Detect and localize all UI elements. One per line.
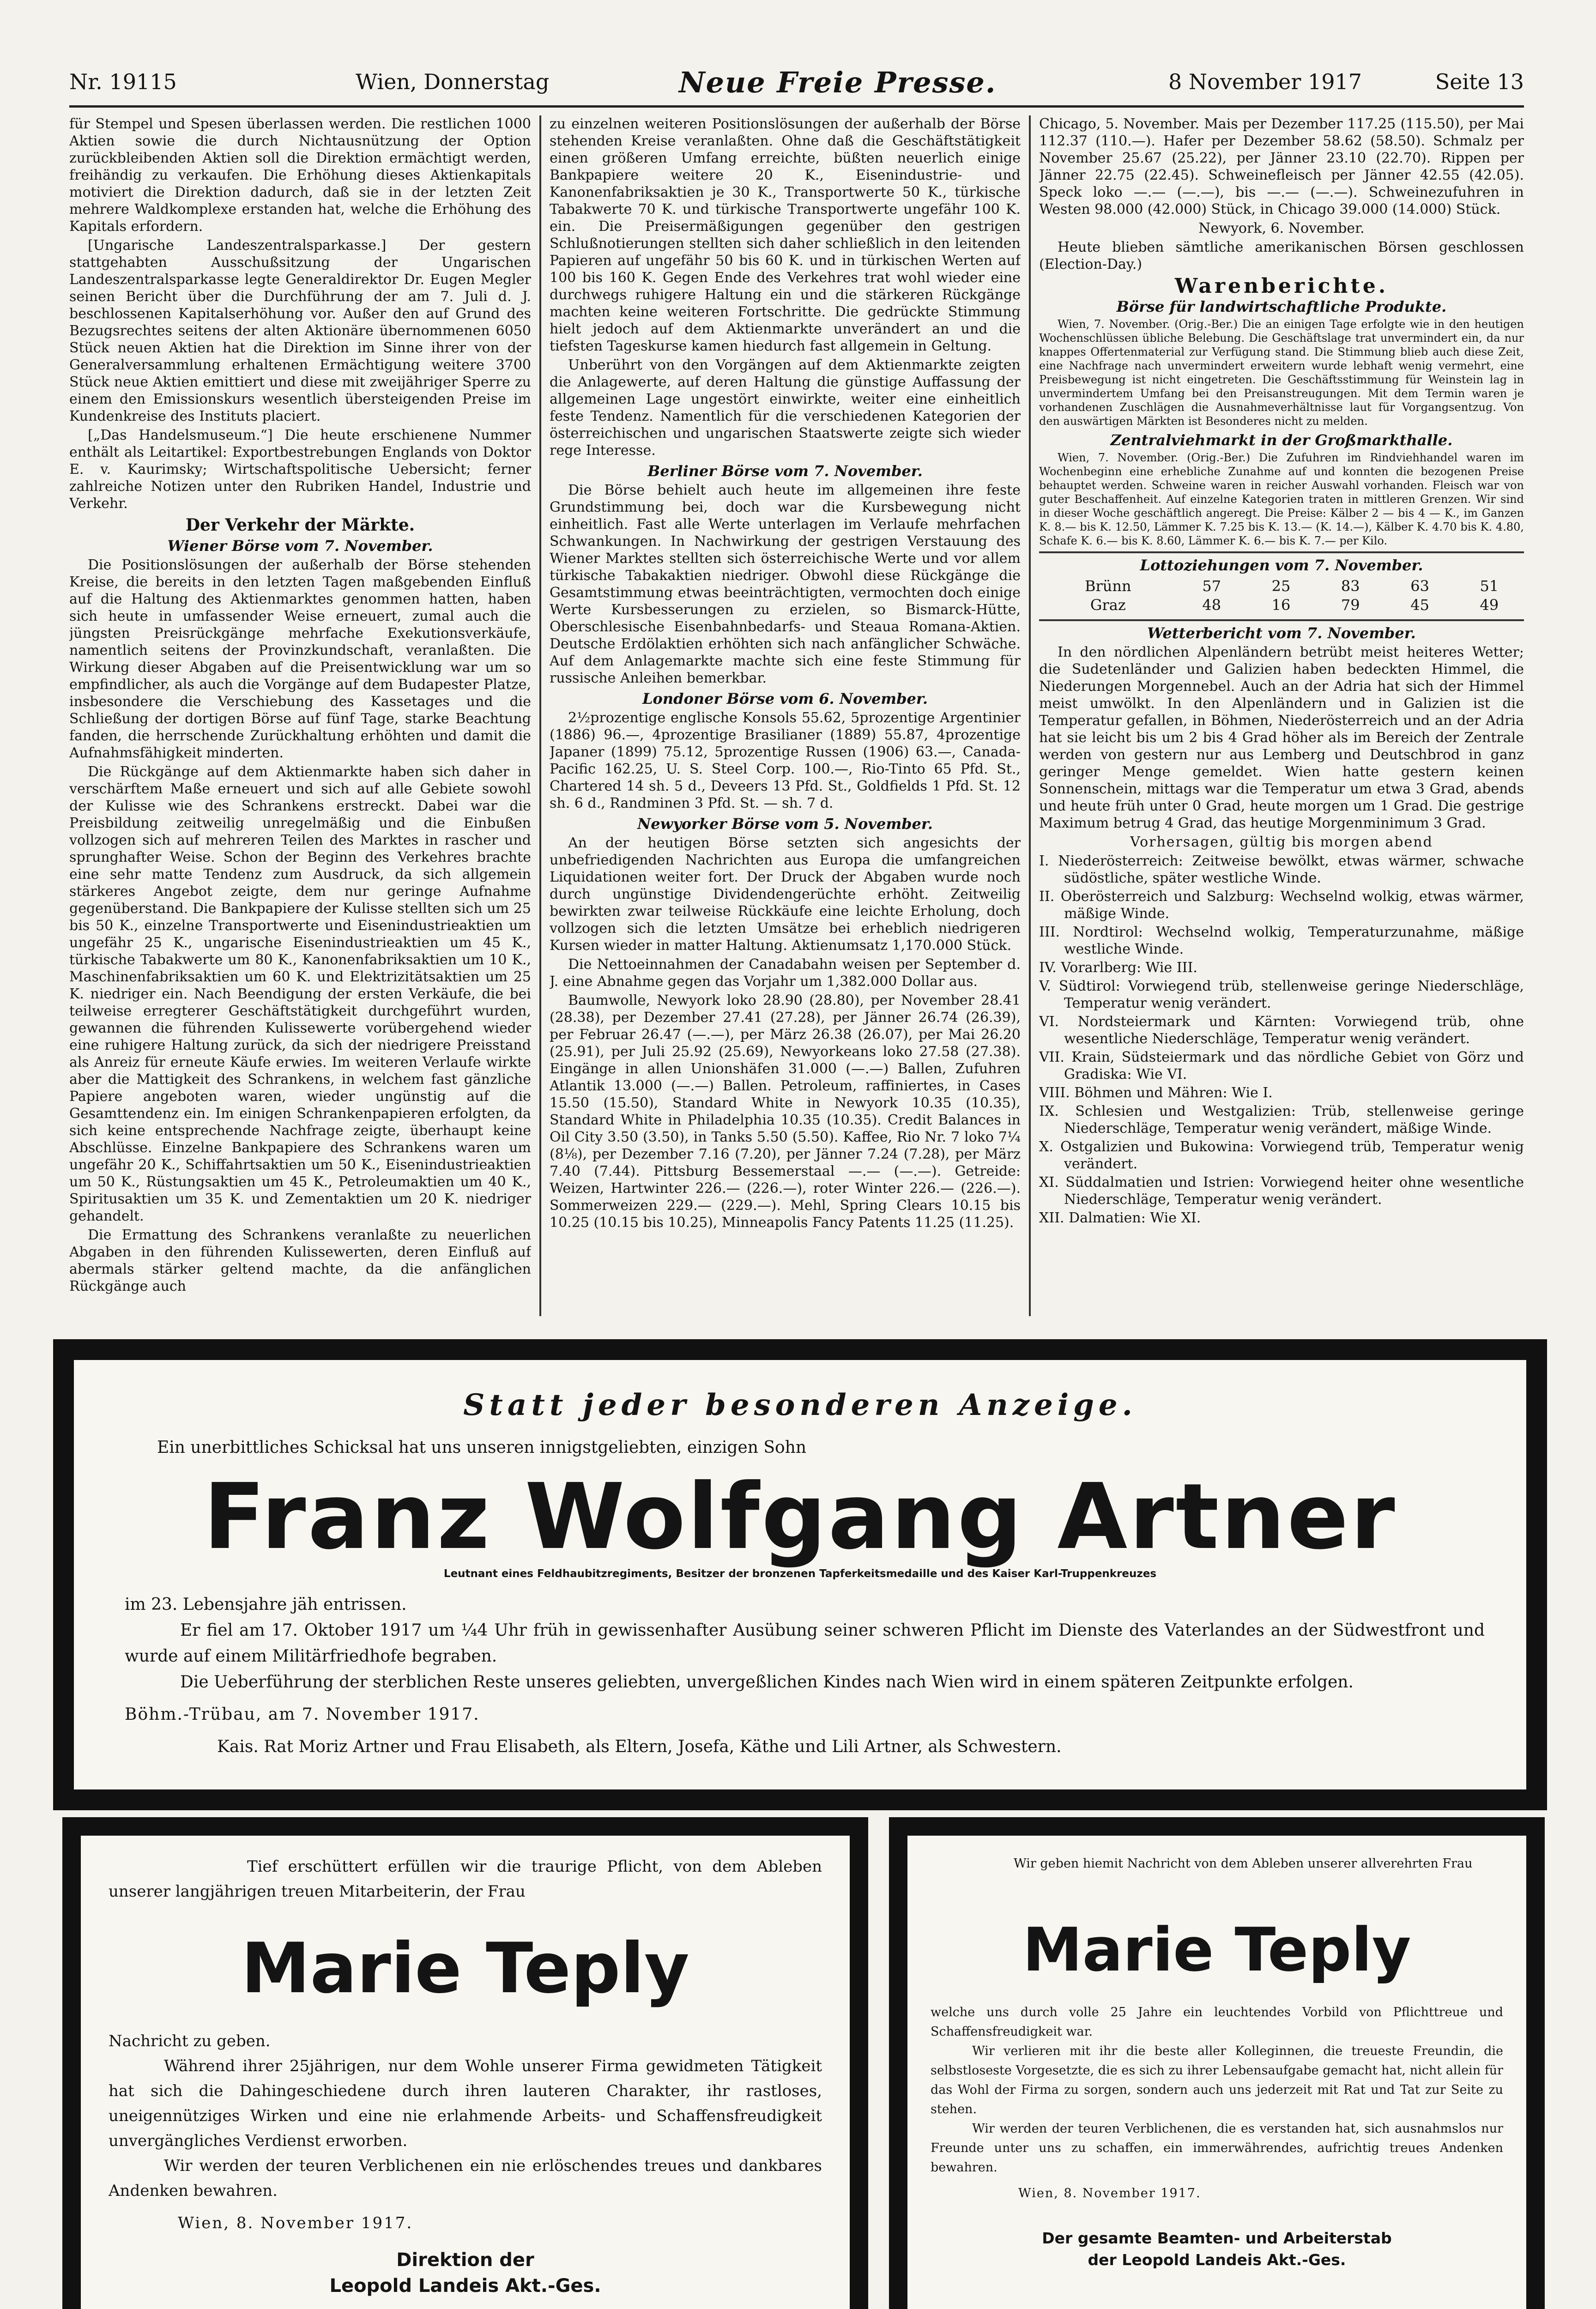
masthead-rule (69, 105, 1524, 108)
section-heading: Der Verkehr der Märkte. (185, 515, 415, 535)
section-heading: Warenberichte. (1174, 274, 1389, 298)
list-item: VI. Nordsteiermark und Kärnten: Vorwiegend trüb, ohne wesentliche Niederschläge, Temperatur wenig verändert. (1039, 1014, 1524, 1047)
obituary-line: Wir werden der teuren Verblichenen ein nie erlöschendes treues und dankbares Andenken bewahren. (109, 2157, 822, 2200)
list-item: II. Oberösterreich und Salzburg: Wechselnd wolkig, etwas wärmer, mäßige Winde. (1039, 889, 1524, 922)
list-item: X. Ostgalizien und Bukowina: Vorwiegend trüb, Temperatur wenig verändert. (1039, 1139, 1524, 1172)
obituary-signers: Kais. Rat Moriz Artner und Frau Elisabeth, als Eltern, Josefa, Käthe und Lili Artner, als Schwestern. (217, 1737, 1062, 1756)
subsection-heading: Lottoziehungen vom 7. November. (1140, 556, 1423, 574)
obituary-teply-staff (889, 1817, 1545, 2309)
paragraph: Wien, 7. November. (Orig.-Ber.) Die an einigen Tage erfolgte wie in den heutigen Wochenschlüssen übliche Belebung. Die Geschäftslage trat unvermindert ein, da nur knappes Offertenmaterial zur Verfügung stand. Die Stimmung blieb auch diese Zeit, eine Nachfrage nach unvermindert erweitern wurde lebhaft wenig vermehrt, eine Preisbewegung ist nicht eingetreten. Die Geschäftsstimmung für Weinstein lag in unvermindertem Umfang bei den Preisanstreugungen. Mit dem Termin waren je vorhandenen Zuschlägen die Ausnahmeverhältnisse laut für Vorgangsentzug. Von den auswärtigen Märkten ist Besonderes nicht zu melden. (1039, 318, 1524, 428)
column-3 (1039, 115, 1524, 1302)
paragraph: für Stempel und Spesen überlassen werden. Die restlichen 1000 Aktien sowie die durch Nichtausnützung der Option zurückbleibenden Aktien soll die Direktion ermächtigt werden, freihändig zu verkaufen. Die Erhöhung dieses Aktienkapitals motiviert die Direktion dadurch, daß sie in der letzten Zeit mehrere Waldkomplexe erstanden hat, welche die Erhöhung des Kapitals erfordern. (69, 116, 531, 235)
page-number: Seite 13 (1435, 69, 1524, 94)
lotto-number: 57 (1202, 577, 1221, 595)
divider (1039, 619, 1524, 621)
obituary-line: Die Ueberführung der sterblichen Reste unseres geliebten, unvergeßlichen Kindes nach Wien wird in einem späteren Zeitpunkte erfolgen. (180, 1673, 1354, 1692)
obituary-body (125, 1592, 1485, 1760)
issue-number: Nr. 19115 (69, 69, 177, 94)
forecast-heading: Vorhersagen, gültig bis morgen abend (1130, 834, 1433, 850)
deceased-name: Marie Teply (241, 1928, 689, 2009)
paragraph: Unberührt von den Vorgängen auf dem Aktienmarkte zeigten die Anlagewerte, auf deren Haltung die günstige Auffassung der allgemeinen Lage ungestört einwirkte, weiter eine einheitlich feste Tendenz. Namentlich für die verschiedenen Kategorien der österreichischen und ungarischen Staatswerte zeigte sich wieder rege Interesse. (550, 357, 1021, 459)
obituary-signature: Der gesamte Beamten- und Arbeiterstab (1042, 2229, 1392, 2247)
list-item: IV. Vorarlberg: Wie III. (1039, 960, 1197, 976)
obituary-line: im 23. Lebensjahre jäh entrissen. (125, 1595, 407, 1614)
obituary-body (931, 2003, 1503, 2203)
list-item: V. Südtirol: Vorwiegend trüb, stellenweise geringe Niederschläge, Temperatur wenig verändert. (1039, 978, 1524, 1011)
obituary-intro: Tief erschüttert erfüllen wir die traurige Pflicht, von dem Ableben unserer langjährigen treuen Mitarbeiterin, der Frau (109, 1857, 822, 1901)
column-divider (1029, 115, 1031, 1316)
list-item: III. Nordtirol: Wechselnd wolkig, Temperaturzunahme, mäßige westliche Winde. (1039, 924, 1524, 957)
deceased-name: Marie Teply (1022, 1915, 1411, 1985)
paragraph: An der heutigen Börse setzten sich angesichts der unbefriedigenden Nachrichten aus Europa die umfangreichen Liquidationen weiter fort. Der Druck der Abgaben wurde noch durch ungünstige Dividendengerüchte erhöht. Zeitweilig bewirkten zwar teilweise Rückkäufe eine leichte Erholung, doch vollzogen sich die letzten Umsätze bei erheblich niedrigeren Kursen wieder in matter Haltung. Aktienumsatz 1,170.000 Stück. (550, 835, 1021, 954)
obituary-line: Nachricht zu geben. (109, 2032, 271, 2050)
obituary-intro: Wir geben hiemit Nachricht von dem Ableben unserer allverehrten Frau (1014, 1856, 1473, 1871)
subsection-heading: Londoner Börse vom 6. November. (642, 690, 928, 707)
lotto-number: 83 (1341, 577, 1360, 595)
subsection-heading: Wiener Börse vom 7. November. (167, 537, 433, 555)
paragraph: zu einzelnen weiteren Positionslösungen der außerhalb der Börse stehenden Kreise veranlaßten. Ohne daß die Geschäftstätigkeit einen größeren Umfang erreichte, büßten neuerlich einige Bankpapiere weitere 20 K., Eisenindustrie- und Kanonenfabriksaktien je 30 K., Transportwerte 50 K., türkische Tabakwerte 70 K. und türkische Transportwerte ungefähr 100 K. ein. Die Preisermäßigungen gegenüber den gestrigen Schlußnotierungen stellten sich daher schließlich in den leitenden Papieren auf ungefähr 50 bis 60 K. und in türkischen Werten auf 100 bis 160 K. Gegen Ende des Verkehres trat wohl wieder eine durchwegs ruhigere Haltung ein und die stärkeren Rückgänge machten keine weiteren Fortschritte. Die gedrückte Stimmung hielt jedoch auf dem Aktienmarkte unverändert an und die tiefsten Tageskurse kamen hiedurch fast allgemein in Geltung. (550, 116, 1021, 354)
obituary-line: Er fiel am 17. Oktober 1917 um ¼4 Uhr früh in gewissenhafter Ausübung seiner schweren Pflicht im Dienste des Vaterlandes an der Südwestfront und wurde auf einem Militärfriedhofe begraben. (125, 1621, 1485, 1666)
list-item: I. Niederösterreich: Zeitweise bewölkt, etwas wärmer, schwache südöstliche, später westliche Winde. (1039, 853, 1524, 886)
obituary-line: Während ihrer 25jährigen, nur dem Wohle unserer Firma gewidmeten Tätigkeit hat sich die Dahingeschiedene durch ihren lauteren Charakter, ihr rastloses, uneigennütziges Wirken und eine nie erlahmende Arbeits- und Schaffensfreudigkeit unvergängliches Verdienst erworben. (109, 2057, 822, 2150)
obituary-signature: der Leopold Landeis Akt.-Ges. (1088, 2251, 1346, 2269)
list-item: XII. Dalmatien: Wie XI. (1039, 1210, 1201, 1226)
obituary-line: Wir verlieren mit ihr die beste aller Kolleginnen, die treueste Freundin, die selbstloseste Vorgesetzte, die es sich zu ihrer Lebensaufgabe gemacht hat, nicht allein für das Wohl der Firma zu sorgen, sondern auch uns jederzeit mit Rat und Tat zur Seite zu stehen. (931, 2044, 1503, 2116)
subsection-heading: Börse für landwirtschaftliche Produkte. (1116, 298, 1447, 315)
list-item: IX. Schlesien und Westgalizien: Trüb, stellenweise geringe Niederschläge, Temperatur wenig verändert, mäßige Winde. (1039, 1103, 1524, 1136)
list-item: VII. Krain, Südsteiermark und das nördliche Gebiet von Görz und Gradiska: Wie VI. (1039, 1049, 1524, 1082)
obituary-inner (81, 1836, 850, 2309)
lotto-number: 63 (1410, 577, 1429, 595)
subsection-heading: Zentralviehmarkt in der Großmarkthalle. (1110, 431, 1453, 449)
newspaper-title: Neue Freie Presse. (679, 66, 997, 99)
lotto-number: 48 (1202, 596, 1221, 614)
lotto-city: Brünn (1084, 577, 1131, 595)
obituary-inner (74, 1360, 1526, 1789)
table-row (1039, 577, 1524, 596)
obituary-place-date: Böhm.-Trübau, am 7. November 1917. (125, 1705, 480, 1724)
place-day: Wien, Donnerstag (356, 69, 550, 94)
column-1 (69, 115, 531, 1316)
subsection-heading: Newyorker Börse vom 5. November. (637, 815, 933, 833)
paragraph: Die Nettoeinnahmen der Canadabahn weisen per September d. J. eine Abnahme gegen das Vorjahr um 1,382.000 Dollar aus. (550, 956, 1021, 990)
deceased-name: Franz Wolfgang Artner (203, 1464, 1397, 1570)
lotto-city: Graz (1090, 596, 1126, 614)
masthead (69, 66, 1524, 102)
paragraph: [Ungarische Landeszentralsparkasse.] Der gestern stattgehabten Ausschußsitzung der Ungarischen Landeszentralsparkasse legte Generaldirektor Dr. Eugen Megler seinen Bericht über die Durchführung der am 7. Juli d. J. beschlossenen Kapitalserhöhung vor. Außer den auf Grund des Bezugsrechtes seitens der alten Aktionäre übernommenen 6050 Stück neuen Aktien hat die Direktion im Sinne ihrer von der Generalversammlung erhaltenen Ermächtigung weitere 3700 Stück neue Aktien emittiert und diese mit zweijähriger Sperre zu einem den Emissionskurs wesentlich übersteigenden Preise im Kundenkreise des Instituts placiert. (69, 237, 531, 424)
list-item: VIII. Böhmen und Mähren: Wie I. (1039, 1085, 1273, 1101)
obituary-body (109, 2029, 822, 2236)
obituary-signature: Leopold Landeis Akt.-Ges. (329, 2275, 601, 2297)
obituary-intro: Ein unerbittliches Schicksal hat uns unseren innigstgeliebten, einzigen Sohn (157, 1438, 807, 1457)
deceased-rank: Leutnant eines Feldhaubitzregiments, Besitzer der bronzenen Tapferkeitsmedaille und des Kaiser Karl-Truppenkreuzes (443, 1568, 1157, 1580)
column-divider (539, 115, 541, 1316)
paragraph: Die Positionslösungen der außerhalb der Börse stehenden Kreise, die bereits in den letzten Tagen maßgebenden Einfluß auf die Haltung des Aktienmarktes genommen hatten, haben sich heute in umfassender Weise erneuert, zumal auch die jüngsten Preisrückgänge mehrfache Exekutionsverkäufe, namentlich seitens der Provinzkundschaft, veranlaßten. Die Wirkung dieser Abgaben auf die Preisentwicklung war um so empfindlicher, als auch die Vorgänge auf dem Budapester Platze, insbesondere die Verschiebung des Kassetages und die Schließung der dortigen Börse auf fünf Tage, starke Beachtung fanden, die herrschende Zurückhaltung erhöhten und damit die Aufnahmsfähigkeit minderten. (69, 557, 531, 761)
divider (1039, 551, 1524, 553)
obituary-inner (907, 1836, 1526, 2309)
lotto-number: 49 (1480, 596, 1499, 614)
column-2 (550, 115, 1021, 1247)
table-row (1039, 596, 1524, 615)
obituary-teply-direktion (62, 1817, 868, 2309)
subsection-heading: Wetterbericht vom 7. November. (1147, 624, 1416, 642)
paragraph: Chicago, 5. November. Mais per Dezember 117.25 (115.50), per Mai 112.37 (110.—). Hafer per Dezember 58.62 (58.50). Schmalz per November 25.67 (25.22), per Jänner 23.10 (22.70). Rippen per Jänner 22.75 (22.45). Schweinefleisch per Jänner 42.55 (42.05). Speck loko —.— (—.—), bis —.— (—.—). Schweinezufuhren in Westen 98.000 (42.000) Stück, in Chicago 39.000 (14.000) Stück. (1039, 116, 1524, 218)
obituary-line: Wir werden der teuren Verblichenen, die es verstanden hat, sich ausnahmslos nur Freunde unter uns zu schaffen, ein immerwährendes, aufrichtig treues Andenken bewahren. (931, 2122, 1503, 2175)
lotto-number: 25 (1271, 577, 1291, 595)
paragraph: Heute blieben sämtliche amerikanischen Börsen geschlossen (Election-Day.) (1039, 239, 1524, 272)
paragraph: In den nördlichen Alpenländern betrübt meist heiteres Wetter; die Sudetenländer und Galizien haben bedeckten Himmel, die Niederungen Morgennebel. Auch an der Adria hat sich der Himmel meist umwölkt. In den Alpenländern und in Galizien ist die Temperatur gefallen, in Böhmen, Niederösterreich und an der Adria hat sie leicht bis um 2 bis 4 Grad höher als im Bereich der Zentrale werden von gestern nur aus Lemberg und Deutschbrod in ganz geringer Menge gemeldet. Wien hatte gestern keinen Sonnenschein, mittags war die Temperatur um etwa 3 Grad, abends und heute früh unter 0 Grad, heute morgen um 1 Grad. Die gestrige Maximum betrug 4 Grad, das heutige Morgenminimum 3 Grad. (1039, 644, 1524, 831)
lotto-table (1039, 577, 1524, 615)
dateline: Newyork, 6. November. (1198, 220, 1365, 236)
obituary-date: Wien, 8. November 1917. (1018, 2186, 1201, 2200)
paragraph: Die Ermattung des Schrankens veranlaßte zu neuerlichen Abgaben in den führenden Kulissewerten, deren Einfluß auf abermals stärker geltend machte, da die anfänglichen Rückgänge auch (69, 1227, 531, 1294)
paragraph: Wien, 7. November. (Orig.-Ber.) Die Zufuhren im Rindviehhandel waren im Wochenbeginn eine erhebliche Zunahme auf und konnten die bezogenen Preise behauptet werden. Schweine waren in reicher Auswahl vorhanden. Fleisch war von guter Beschaffenheit. Auf einzelne Kategorien traten in mittleren Grenzen. Wir sind in dieser Woche geschäftlich angeregt. Die Preise: Kälber 2 — bis 4 — K., im Ganzen K. 8.— bis K. 12.50, Lämmer K. 7.25 bis K. 13.— (K. 14.—), Kälber K. 4.70 bis K. 4.80, Schafe K. 6.— bis K. 8.60, Lämmer K. 6.— bis K. 7.— per Kilo. (1039, 451, 1524, 547)
obituary-date: Wien, 8. November 1917. (178, 2214, 413, 2232)
paragraph: Die Rückgänge auf dem Aktienmarkte haben sich daher in verschärftem Maße erneuert und sich auf alle Gebiete sowohl der Kulisse wie des Schrankens erstreckt. Dabei war die Preisbildung zeitweilig unregelmäßig und die Einbußen vollzogen sich auf mehreren Teilen des Marktes in rascher und sprunghafter Weise. Schon der Beginn des Verkehres brachte eine sehr matte Tendenz zum Ausdruck, da sich allgemein stärkeres Angebot zeigte, dem nur geringe Aufnahme gegenüberstand. Die Bankpapiere der Kulisse stellten sich um 25 bis 50 K., einzelne Transportwerte und Eisenindustrieaktien um ungefähr 25 K., ungarische Eisenindustrieaktien um 45 K., türkische Tabakwerte um 80 K., Kanonenfabriksaktien um 10 K., Maschinenfabriksaktien um 60 K. und Elektrizitätsaktien um 25 K. niedriger ein. Nach Beendigung der ersten Verkäufe, die bei teilweise erregterer Geschäftstätigkeit durchgeführt wurden, gewannen die führenden Kulissewerte vorübergehend wieder eine ruhigere Haltung zurück, da sich der niedrigere Preisstand als Anreiz für erneute Käufe erwies. Im weiteren Verlaufe wirkte aber die Mattigkeit des Schrankens, in welchem fast gänzliche Papiere angeboten waren, wieder ungünstig auf die Gesamttendenz ein. Im einigen Schrankenpapieren erfolgten, da sich keine entsprechende Nachfrage zeigte, überhaupt keine Abschlüsse. Einzelne Bankpapiere des Schrankens waren um ungefähr 20 K., Schiffahrtsaktien um 50 K., Eisenindustrieaktien um 50 K., Rüstungsaktien um 45 K., Petroleumaktien um 40 K., Spiritusaktien um 35 K. und Zementaktien um 20 K. niedriger gehandelt. (69, 764, 531, 1224)
subsection-heading: Berliner Börse vom 7. November. (647, 462, 923, 480)
paragraph: [„Das Handelsmuseum.“] Die heute erschienene Nummer enthält als Leitartikel: Exportbestrebungen Englands von Doktor E. v. Kaurimsky; Wirtschaftspolitische Uebersicht; ferner zahlreiche Notizen unter den Rubriken Handel, Industrie und Verkehr. (69, 427, 531, 512)
lotto-number: 79 (1341, 596, 1360, 614)
forecast-list (1039, 852, 1524, 1227)
issue-date: 8 November 1917 (1168, 69, 1362, 94)
obituary-line: welche uns durch volle 25 Jahre ein leuchtendes Vorbild von Pflichttreue und Schaffensfreudigkeit war. (931, 2005, 1503, 2039)
lotto-number: 51 (1480, 577, 1499, 595)
paragraph: Baumwolle, Newyork loko 28.90 (28.80), per November 28.41 (28.38), per Dezember 27.41 (27.28), per Jänner 26.74 (26.39), per Februar 26.47 (—.—), per März 26.38 (26.07), per Mai 26.20 (25.91), per Juli 25.92 (25.69), Newyorkeans loko 27.58 (27.38). Eingänge in allen Unionshäfen 31.000 (—.—) Ballen, Zufuhren Atlantik 13.000 (—.—) Ballen. Petroleum, raffiniertes, in Cases 15.50 (15.50), Standard White in Newyork 10.35 (10.35), Standard White in Philadelphia 10.35 (10.35). Credit Balances in Oil City 3.50 (3.50), in Tanks 5.50 (5.50). Kaffee, Rio Nr. 7 loko 7¼ (8⅛), per Dezember 7.16 (7.20), per Jänner 7.24 (7.28), per März 7.40 (7.44). Pittsburg Bessemerstaal —.— (—.—). Getreide: Weizen, Hartwinter 226.— (226.—), roter Winter 226.— (226.—). Sommerweizen 229.— (229.—). Mehl, Spring Clears 10.15 bis 10.25 (10.15 bis 10.25), Minneapolis Fancy Patents 11.25 (11.25). (550, 992, 1021, 1231)
obituary-signature: Direktion der (396, 2249, 534, 2271)
obituary-artner (53, 1339, 1547, 1810)
list-item: XI. Süddalmatien und Istrien: Vorwiegend heiter ohne wesentliche Niederschläge, Temperatur wenig verändert. (1039, 1174, 1524, 1208)
lotto-number: 45 (1410, 596, 1429, 614)
paragraph: Die Börse behielt auch heute im allgemeinen ihre feste Grundstimmung bei, doch war die Kursbewegung nicht einheitlich. Fast alle Werte unterlagen im Verlaufe mehrfachen Schwankungen. In Nachwirkung der gestrigen Verstauung des Wiener Marktes stellten sich österreichische Werte und vor allem türkische Tabakaktien niedriger. Obwohl diese Rückgänge die Gesamtstimmung etwas beeinträchtigten, vermochten doch einige Werte Kursbesserungen zu erzielen, so Bismarck-Hütte, Oberschlesische Eisenbahnbedarfs- und Steaua Romana-Aktien. Deutsche Erdölaktien erhöhten sich nach anfänglicher Schwäche. Auf dem Anlagemarkte machte sich eine feste Stimmung für russische Anleihen bemerkbar. (550, 482, 1021, 686)
obituary-heading: Statt jeder besonderen Anzeige. (463, 1388, 1137, 1422)
paragraph: 2½prozentige englische Konsols 55.62, 5prozentige Argentinier (1886) 96.—, 4prozentige Brasilianer (1889) 55.87, 4prozentige Japaner (1899) 75.12, 5prozentige Russen (1906) 63.—, Canada-Pacific 162.25, U. S. Steel Corp. 100.—, Rio-Tinto 65 Pfd. St., Chartered 14 sh. 5 d., Deveers 13 Pfd. St., Goldfields 1 Pfd. St. 12 sh. 6 d., Randminen 3 Pfd. St. — sh. 7 d. (550, 710, 1021, 811)
lotto-number: 16 (1271, 596, 1291, 614)
